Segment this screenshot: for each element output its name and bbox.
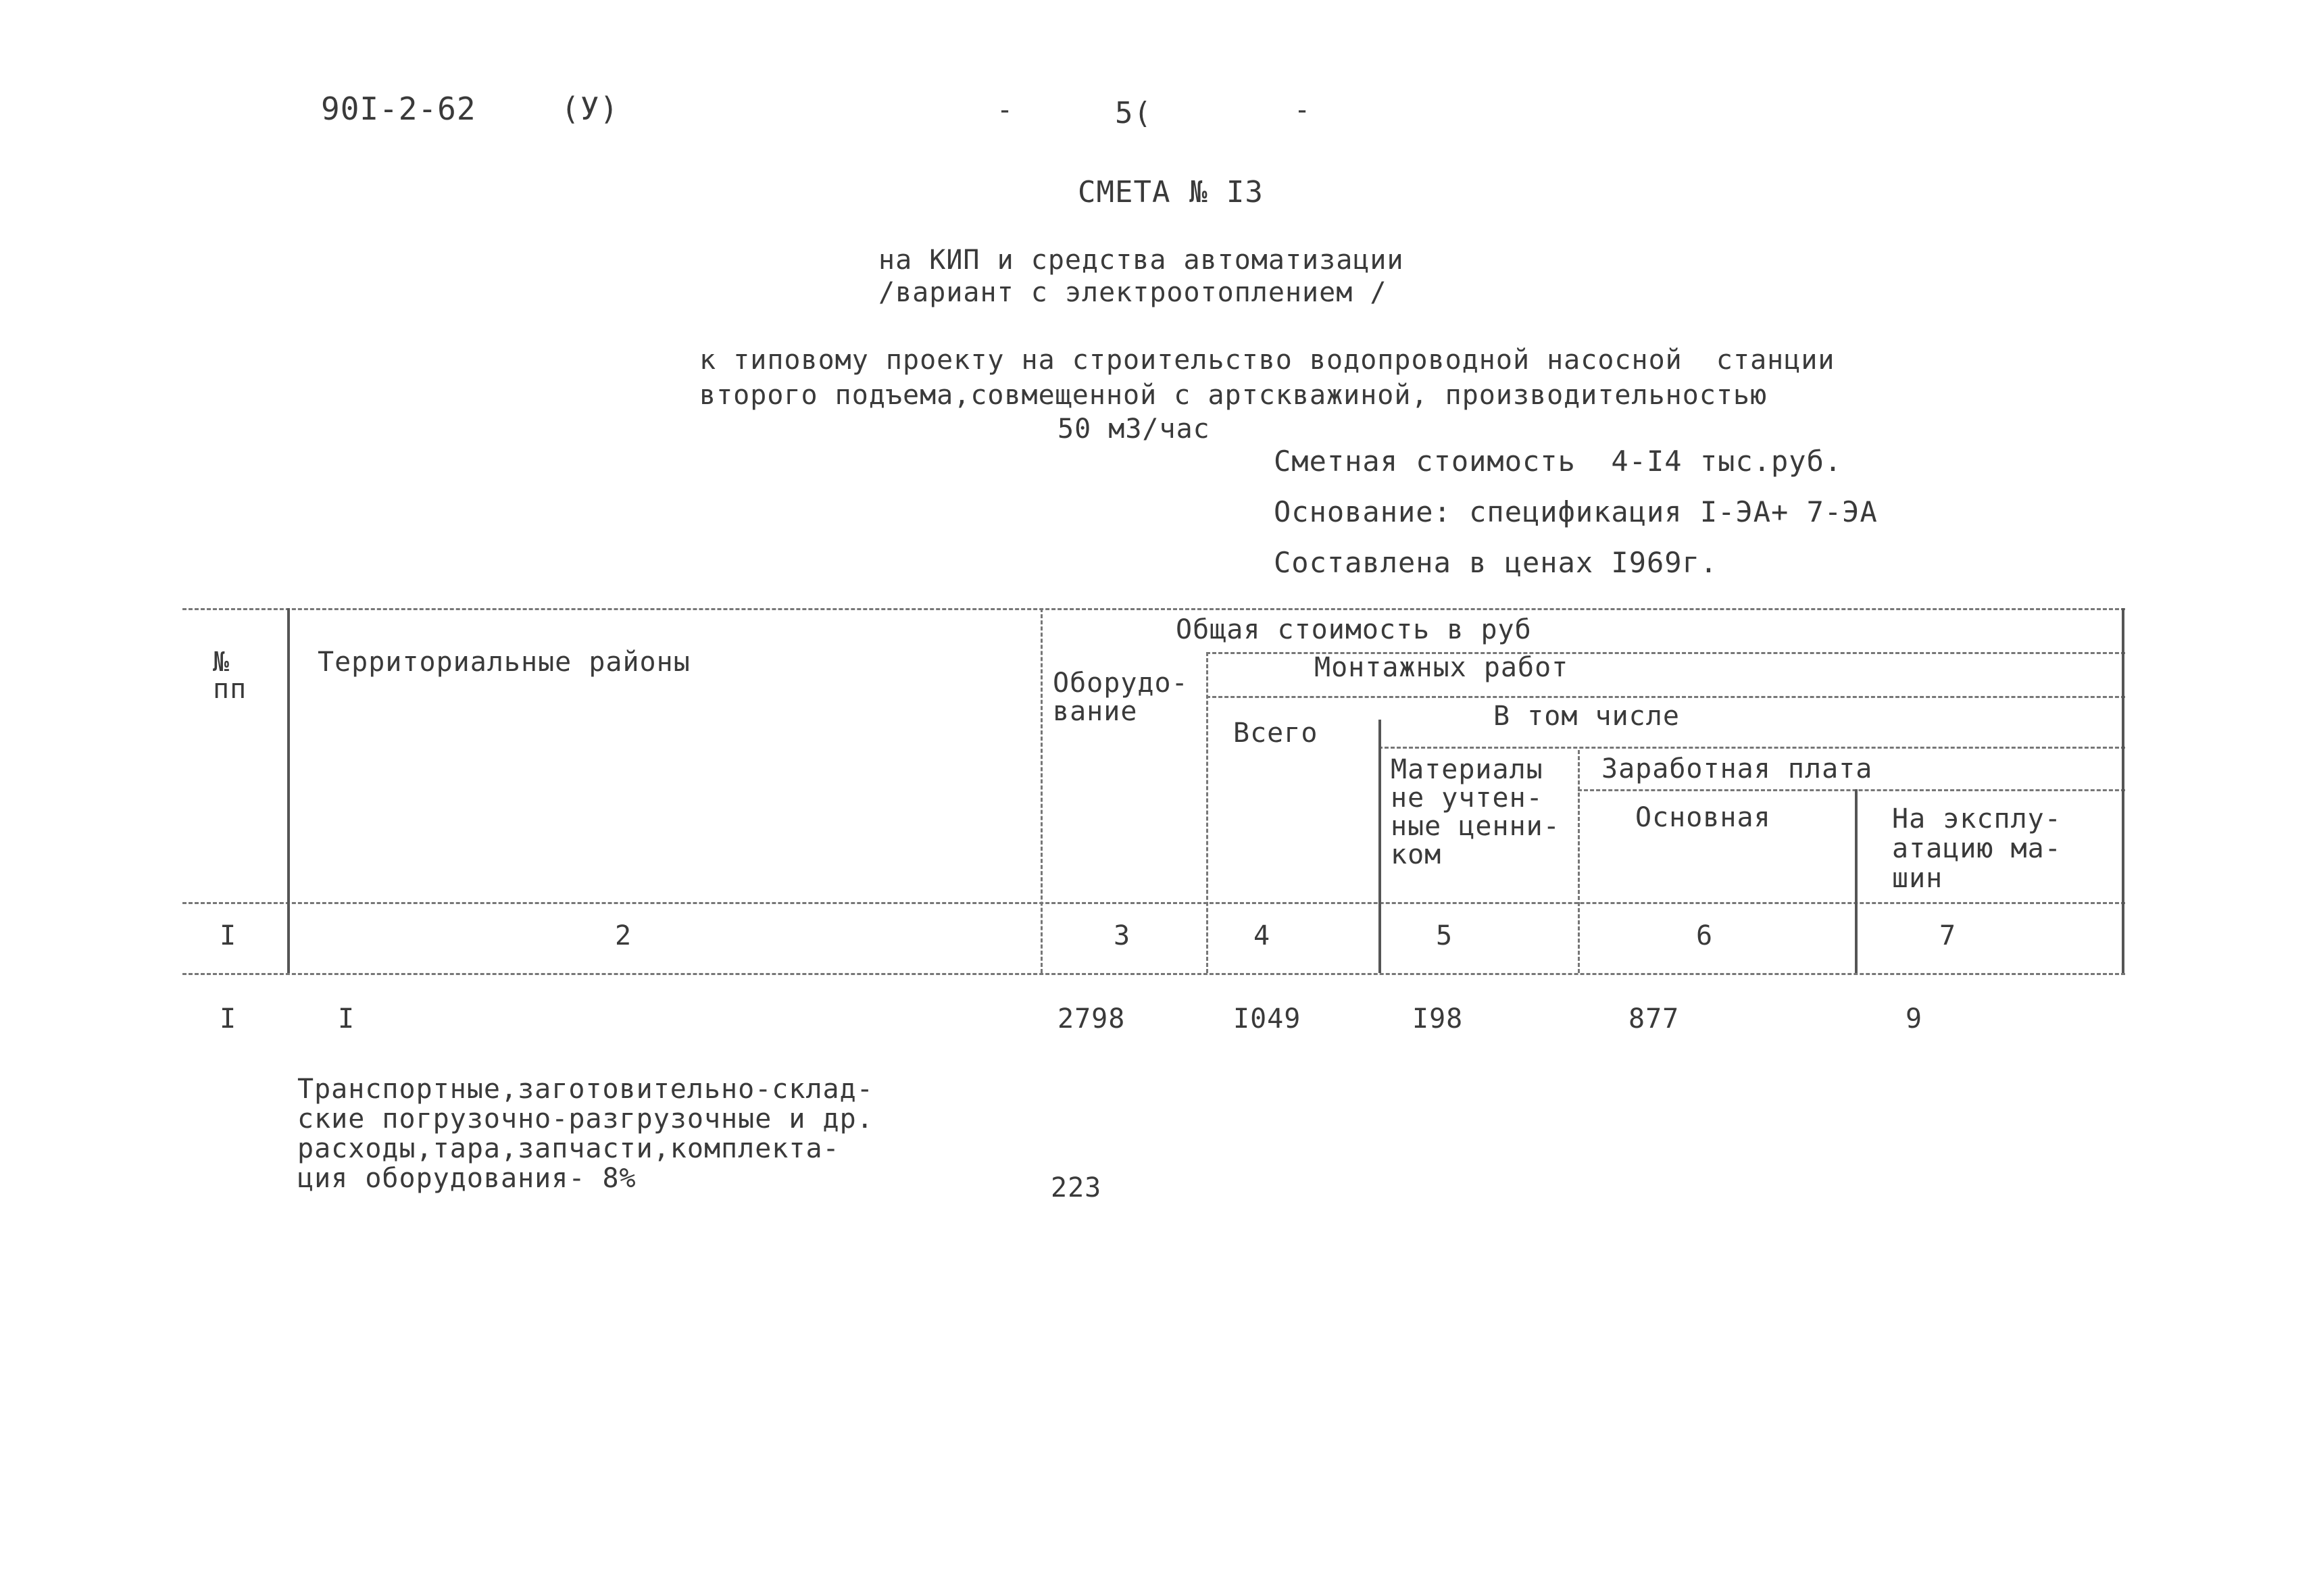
rule-under-numbers — [182, 973, 2125, 975]
col-divider-5 — [1578, 750, 1580, 973]
col-divider-2 — [1041, 608, 1043, 973]
header-equipment: Оборудо- вание — [1053, 668, 1189, 727]
estimated-cost: Сметная стоимость 4-I4 тыс.руб. — [1274, 445, 1843, 478]
header-including: В том числе — [1493, 701, 1680, 732]
column-number-4: 4 — [1253, 920, 1271, 951]
row-num: I — [220, 1003, 237, 1034]
estimate-subtitle-2: /вариант с электроотоплением / — [878, 277, 1387, 308]
page-dash-right: - — [1294, 95, 1312, 126]
project-line-2: второго подъема,совмещенной с артскважиной, производительностью — [699, 380, 1768, 411]
document-code: 90I-2-62 — [321, 91, 476, 127]
header-num: № пп — [213, 647, 247, 705]
estimate-basis: Основание: спецификация I-ЭА+ 7-ЭА — [1274, 495, 1878, 528]
column-number-5: 5 — [1436, 920, 1453, 951]
col-divider-1 — [287, 608, 290, 973]
header-regions: Территориальные районы — [318, 647, 691, 678]
col-divider-3 — [1206, 652, 1208, 973]
column-number-3: 3 — [1114, 920, 1131, 951]
transport-costs-value: 223 — [1051, 1172, 1102, 1203]
rule-under-wages — [1578, 789, 2125, 791]
rule-under-headers — [182, 902, 2125, 904]
column-number-2: 2 — [615, 920, 632, 951]
table-top-rule — [182, 608, 2125, 610]
header-installation: Монтажных работ — [1314, 652, 1569, 683]
project-line-3: 50 м3/час — [1057, 414, 1210, 445]
header-machines: На эксплу- атацию ма- шин — [1892, 803, 2062, 894]
row-equipment: 2798 — [1057, 1003, 1126, 1034]
transport-costs-note: Транспортные,заготовительно-склад- ские погрузочно-разгрузочные и др. расходы,тара,запчасти,комплекта- ция оборудования- 8% — [297, 1074, 874, 1194]
row-install-total: I049 — [1233, 1003, 1301, 1034]
header-total-cost: Общая стоимость в руб — [1176, 614, 1532, 645]
estimate-subtitle-1: на КИП и средства автоматизации — [878, 245, 1404, 276]
page-dash-left: - — [997, 95, 1014, 126]
row-machine-wages: 9 — [1906, 1003, 1923, 1034]
column-number-1: I — [220, 920, 237, 951]
header-wages: Заработная плата — [1601, 753, 1873, 784]
project-line-1: к типовому проекту на строительство водопроводной насосной станции — [699, 345, 1835, 376]
document-variant: (У) — [561, 91, 620, 127]
price-basis: Составлена в ценах I969г. — [1274, 546, 1718, 579]
rule-under-installation — [1206, 696, 2125, 698]
column-number-6: 6 — [1696, 920, 1714, 951]
row-materials: I98 — [1412, 1003, 1464, 1034]
header-basic: Основная — [1635, 802, 1771, 833]
column-number-7: 7 — [1939, 920, 1957, 951]
page-number: 5( — [1115, 96, 1152, 130]
col-divider-6 — [1855, 789, 1858, 973]
table-right-border — [2122, 608, 2124, 973]
estimate-title: СМЕТА № I3 — [1078, 175, 1264, 209]
col-divider-4 — [1378, 720, 1381, 973]
row-basic-wages: 877 — [1628, 1003, 1680, 1034]
row-region: I — [338, 1003, 355, 1034]
header-total: Всего — [1233, 718, 1318, 749]
header-materials: Материалы не учтен- ные ценни- ком — [1391, 754, 1560, 870]
rule-under-including — [1378, 747, 2125, 749]
